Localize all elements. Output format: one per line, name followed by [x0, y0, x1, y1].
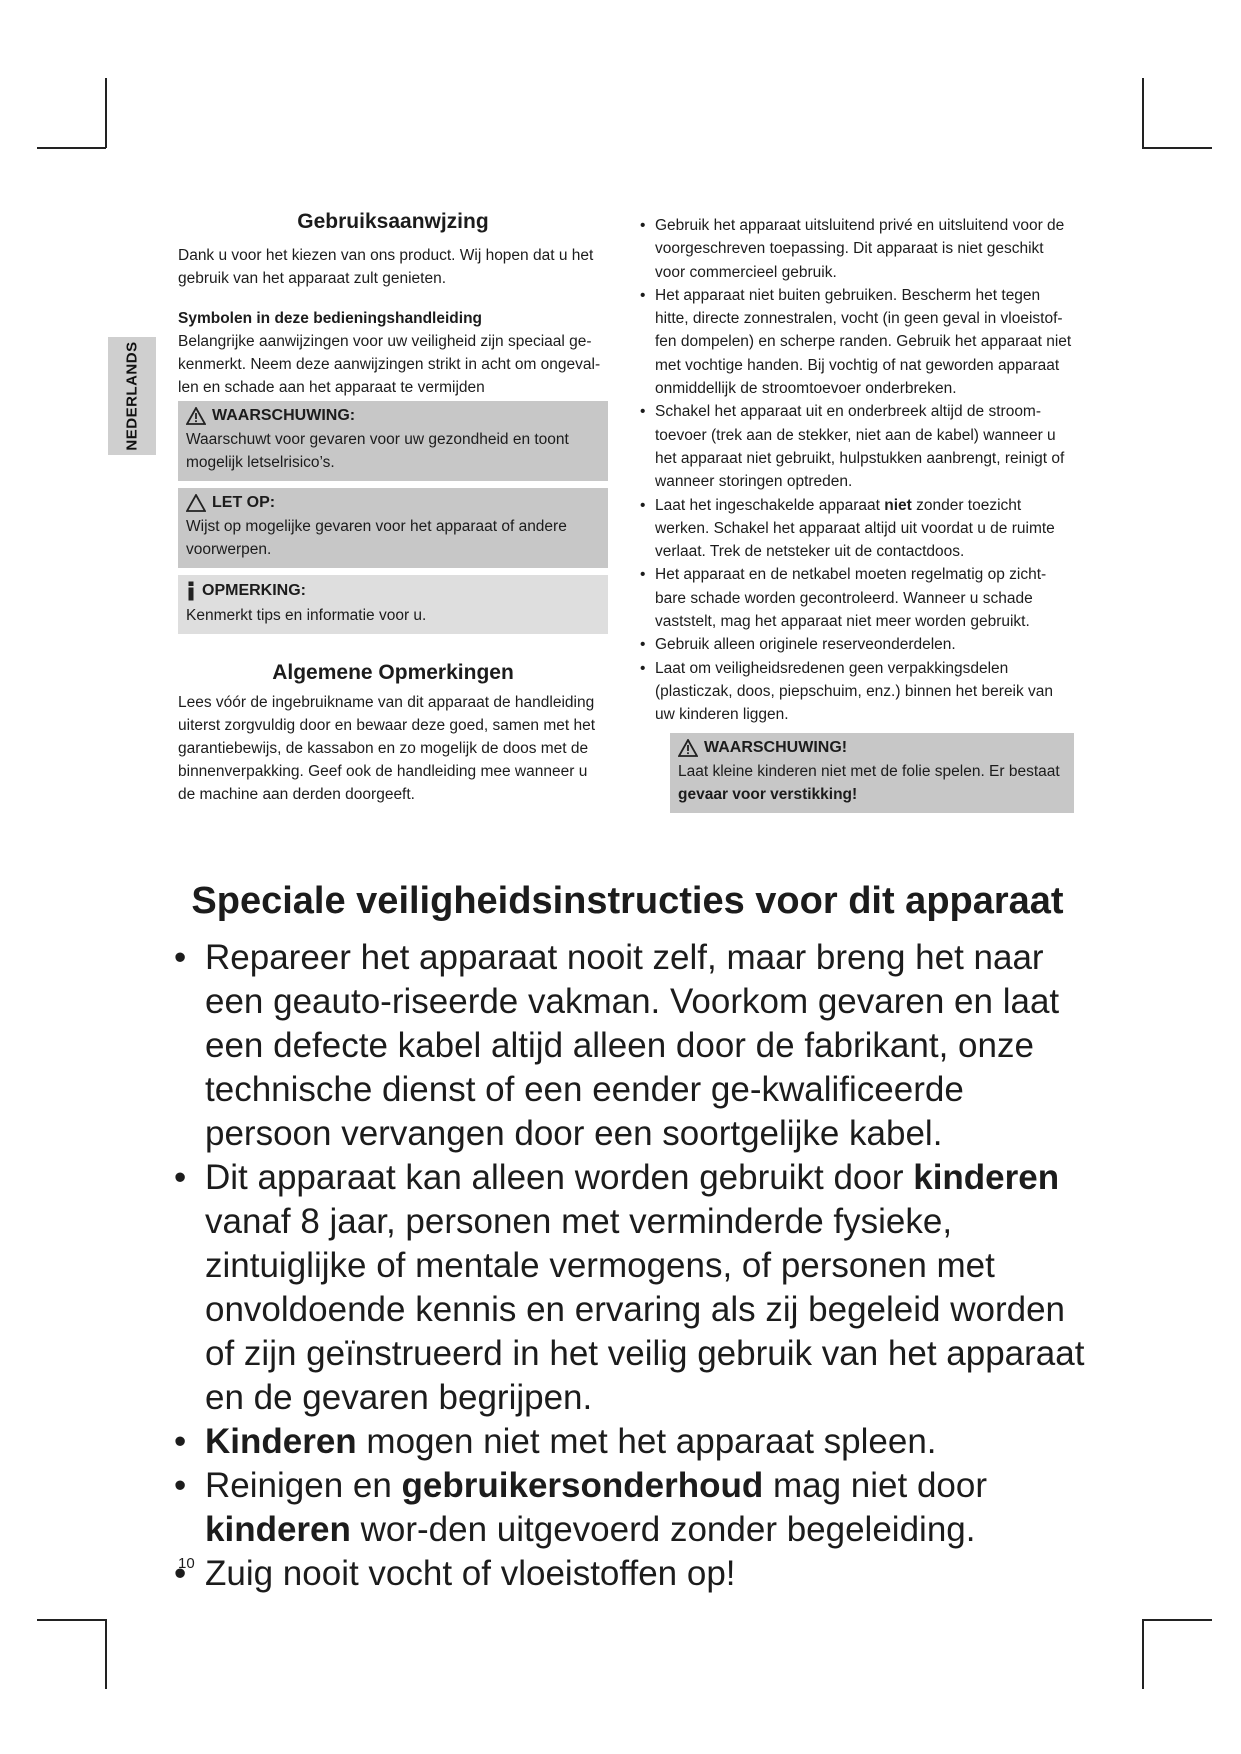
- list-item: • Repareer het apparaat nooit zelf, maar breng het naar een geauto-riseerde vakman. Voorkom gevaren en laat een defecte kabel altijd alleen door de fabrikant, onze technische dienst of een eender ge-kwalificeerde persoon vervangen door een soortgelijke kabel.: [168, 936, 1088, 1156]
- list-item: • Zuig nooit vocht of vloeistoffen op!: [168, 1552, 1088, 1596]
- crop-mark-bottom-right-v: [1142, 1619, 1144, 1689]
- crop-mark-bottom-right-h: [1142, 1619, 1212, 1621]
- list-item: • Kinderen mogen niet met het apparaat spleen.: [168, 1420, 1088, 1464]
- left-column: [178, 210, 608, 806]
- language-tab-label: NEDERLANDS: [123, 341, 141, 451]
- list-item: • Gebruik het apparaat uitsluitend privé en uitsluitend voor de voorgeschreven toepassing. Dit apparaat is niet geschikt voor commercieel gebruik.: [638, 214, 1074, 284]
- list-item: • Laat het ingeschakelde apparaat niet zonder toezicht werken. Schakel het apparaat altijd uit voordat u de ruimte verlaat. Trek de netsteker uit de contactdoos.: [638, 494, 1074, 564]
- general-text: Lees vóór de ingebruikname van dit apparaat de handleiding uiterst zorgvuldig door en bewaar deze goed, samen met het garantiebewijs, de kassabon en zo mogelijk de doos met de binnenverpakking. Geef ook de handleiding mee wanneer u de machine aan derden doorgeeft.: [178, 694, 596, 803]
- symbols-heading: Symbolen in deze bedieningshandleiding: [178, 310, 483, 327]
- section-title-general: Algemene Opmerkingen: [272, 661, 514, 684]
- special-safety-list: [168, 936, 1088, 1596]
- suffocation-warning-text: Laat kleine kinderen niet met de folie spelen. Er bestaat gevaar voor verstikking!: [678, 762, 1060, 803]
- intro-text: Dank u voor het kiezen van ons product. Wij hopen dat u het gebruik van het apparaat zult genieten.: [178, 247, 594, 287]
- warning-label: WAARSCHUWING:: [212, 407, 356, 424]
- list-item: • Het apparaat niet buiten gebruiken. Bescherm het tegen hitte, directe zonnestralen, vocht (in geen geval in vloeistof-fen dompelen) en scherpe randen. Gebruik het apparaat niet met vochtige handen. Bij vochtig of nat geworden apparaat onmiddellijk de stroomtoevoer onderbreken.: [638, 284, 1074, 400]
- symbols-text: Belangrijke aanwijzingen voor uw veiligheid zijn speciaal ge-kenmerkt. Neem deze aanwijzingen strikt in acht om ongeval-len en schade aan het apparaat te vermijden: [178, 333, 601, 396]
- crop-mark-top-right-h: [1142, 147, 1212, 149]
- note-text: Kenmerkt tips en informatie voor u.: [186, 607, 427, 624]
- suffocation-warning-label: WAARSCHUWING!: [704, 738, 848, 756]
- list-item: • Dit apparaat kan alleen worden gebruikt door kinderen vanaf 8 jaar, personen met verminderde fysieke, zintuiglijke of mentale vermogens, of personen met onvoldoende kennis en ervaring als zij begeleid worden of zijn geïnstrueerd in het veilig gebruik van het apparaat en de gevaren begrijpen.: [168, 1156, 1088, 1420]
- list-item: • Reinigen en gebruikersonderhoud mag niet door kinderen wor-den uitgevoerd zonder begeleiding.: [168, 1464, 1088, 1552]
- list-item: • Gebruik alleen originele reserveonderdelen.: [638, 633, 1074, 656]
- warning-box: [178, 401, 608, 481]
- list-item: • Schakel het apparaat uit en onderbreek altijd de stroom-toevoer (trek aan de stekker, niet aan de kabel) wanneer u het apparaat niet gebruikt, hulpstukken aanbrengt, reinigt of wanneer storingen optreden.: [638, 400, 1074, 493]
- crop-mark-bottom-left-h: [37, 1619, 106, 1621]
- special-safety-title: Speciale veiligheidsinstructies voor dit apparaat: [191, 880, 1064, 922]
- safety-bullet-list: [638, 214, 1074, 727]
- crop-mark-top-left-v: [105, 78, 107, 148]
- warning-triangle-icon: [678, 739, 698, 757]
- warning-triangle-icon: [186, 407, 206, 425]
- warning-text: Waarschuwt voor gevaren voor uw gezondheid en toont mogelijk letselrisico’s.: [186, 431, 569, 471]
- language-side-tab: [108, 337, 156, 455]
- caution-triangle-icon: [186, 494, 206, 512]
- caution-label: LET OP:: [212, 494, 276, 511]
- page-number: 10: [178, 1555, 195, 1572]
- info-icon: [186, 581, 196, 601]
- section-title-instructions: Gebruiksaanwjzing: [297, 210, 489, 233]
- crop-mark-bottom-left-v: [105, 1619, 107, 1689]
- crop-mark-top-right-v: [1142, 78, 1144, 148]
- caution-box: [178, 488, 608, 568]
- suffocation-warning-box: [670, 733, 1074, 813]
- list-item: • Laat om veiligheidsredenen geen verpakkingsdelen (plasticzak, doos, piepschuim, enz.) binnen het bereik van uw kinderen liggen.: [638, 657, 1074, 727]
- crop-mark-top-left-h: [37, 147, 106, 149]
- right-column: [638, 214, 1074, 813]
- list-item: • Het apparaat en de netkabel moeten regelmatig op zicht-bare schade worden gecontroleerd. Wanneer u schade vaststelt, mag het apparaat niet meer worden gebruikt.: [638, 563, 1074, 633]
- caution-text: Wijst op mogelijke gevaren voor het apparaat of andere voorwerpen.: [186, 518, 567, 558]
- note-label: OPMERKING:: [202, 582, 306, 599]
- note-box: [178, 575, 608, 634]
